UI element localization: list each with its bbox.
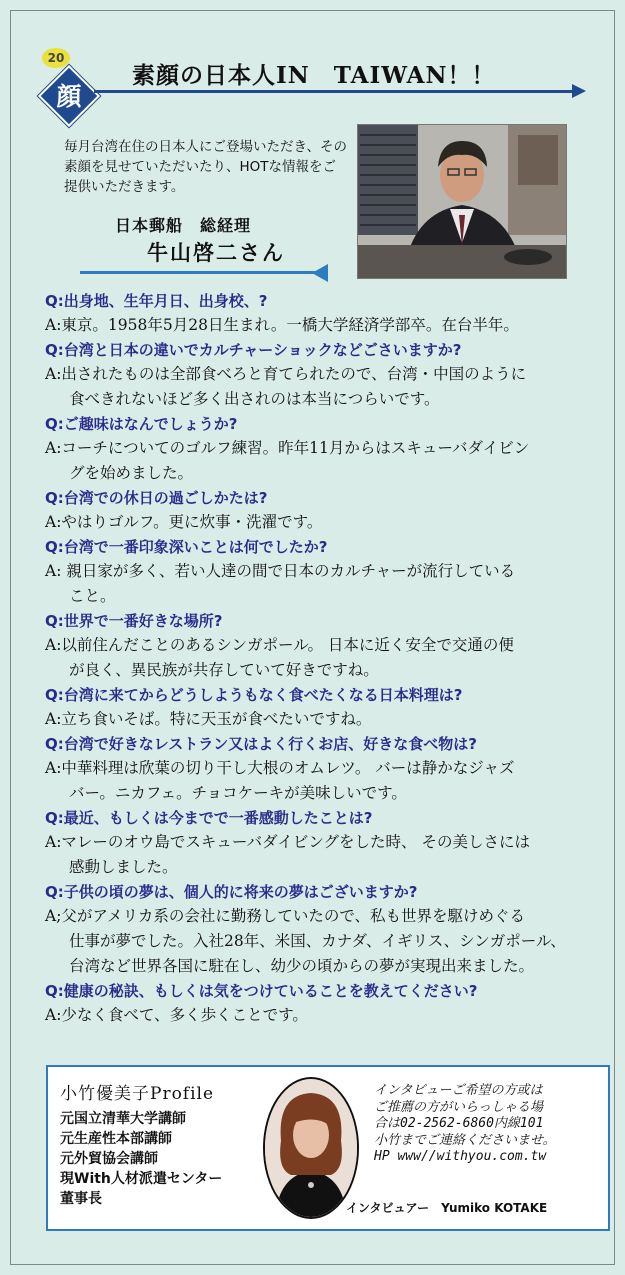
- profile-box: [46, 1065, 610, 1231]
- answer: A: 親日家が多く、若い人達の間で日本のカルチャーが流行している こと。: [45, 562, 516, 605]
- qa-item: [45, 535, 610, 609]
- profile-item: 元国立清華大学講師: [60, 1111, 186, 1127]
- question: Q:台湾で一番印象深いことは何でしたか?: [45, 538, 328, 556]
- contact-info: インタビューご希望の方或は ご推薦の方がいらっしゃる場 合は02-2562-6860内線101 小竹までご連絡くださいませ。 HP www//withyou.com.tw: [374, 1083, 556, 1164]
- qa-item: [45, 732, 610, 806]
- question: Q:子供の頃の夢は、個人的に将来の夢はございますか?: [45, 883, 418, 901]
- qa-item: [45, 880, 610, 979]
- qa-item: [45, 486, 610, 535]
- profile-item: 董事長: [60, 1191, 102, 1207]
- answer: A:以前住んだことのあるシンガポール。 日本に近く安全で交通の便 が良く、異民族が共存していて好きですね。: [45, 636, 514, 679]
- answer: A:マレーのオウ島でスキューバダイビングをした時、 その美しさには 感動しました。: [45, 833, 530, 876]
- answer: A:コーチについてのゴルフ練習。昨年11月からはスキューバダイビン グを始めました。: [45, 439, 530, 482]
- question: Q:台湾での休日の過ごしかたは?: [45, 489, 268, 507]
- interviewee-photo: [357, 124, 567, 279]
- qa-section: [45, 289, 610, 1028]
- question: Q:台湾と日本の違いでカルチャーショックなどごさいますか?: [45, 341, 462, 359]
- question: Q:出身地、生年月日、出身校、?: [45, 292, 268, 310]
- question: Q:健康の秘訣、もしくは気をつけていることを教えてください?: [45, 982, 478, 1000]
- qa-item: [45, 979, 610, 1028]
- company-title: 日本郵船 総経理: [115, 216, 252, 235]
- title-arrow-icon: [572, 84, 586, 98]
- profile-list: [60, 1109, 222, 1209]
- interviewee-name: 牛山啓二さん: [147, 241, 285, 265]
- answer: A:中華料理は欣葉の切り干し大根のオムレツ。 バーは静かなジャズ バー。ニカフェ。チョコケーキが美味しいです。: [45, 759, 515, 802]
- profile-title: 小竹優美子Profile: [60, 1084, 215, 1104]
- badge-character: 顔: [56, 82, 82, 111]
- answer: A:東京。1958年5月28日生まれ。一橋大学経済学部卒。在台半年。: [45, 316, 519, 334]
- qa-item: [45, 289, 610, 338]
- question: Q:台湾に来てからどうしようもなく食べたくなる日本料理は?: [45, 686, 463, 704]
- qa-item: [45, 683, 610, 732]
- question: Q:台湾で好きなレストラン又はよく行くお店、好きな食べ物は?: [45, 735, 478, 753]
- question: Q:世界で一番好きな場所?: [45, 612, 223, 630]
- name-arrow-icon: [312, 264, 328, 282]
- intro-text: 毎月台湾在住の日本人にご登場いただき、その素顔を見せていただいたり、HOTな情報をご提供いただきます。: [64, 139, 347, 195]
- interviewer-label: インタビュアー Yumiko KOTAKE: [346, 1201, 548, 1215]
- qa-item: [45, 412, 610, 486]
- page-number: 20: [42, 48, 70, 68]
- answer: A:少なく食べて、多く歩くことです。: [45, 1006, 308, 1024]
- profile-item: 元外貿協会講師: [60, 1151, 158, 1167]
- title-underline: [94, 90, 580, 93]
- profile-item: 元生産性本部講師: [60, 1131, 172, 1147]
- answer: A:出されたものは全部食べろと育てられたので、台湾・中国のように 食べきれないほど多く出されのは本当につらいです。: [45, 365, 527, 408]
- page-title: 素顔の日本人IN TAIWAN！！: [132, 62, 496, 89]
- qa-item: [45, 609, 610, 683]
- question: Q:最近、もしくは今までで一番感動したことは?: [45, 809, 373, 827]
- profile-item: 現With人材派遣センター: [60, 1171, 223, 1187]
- question: Q:ご趣味はなんでしょうか?: [45, 415, 238, 433]
- answer: A:立ち食いそば。特に天玉が食べたいですね。: [45, 710, 372, 728]
- answer: A;父がアメリカ系の会社に勤務していたので、私も世界を駆けめぐる 仕事が夢でした。入社28年、米国、カナダ、イギリス、シンガポール、 台湾など世界各国に駐在し、幼少の頃からの夢が実現出来ました。: [45, 907, 566, 975]
- qa-item: [45, 338, 610, 412]
- name-underline: [80, 271, 315, 274]
- qa-item: [45, 806, 610, 880]
- answer: A:やはりゴルフ。更に炊事・洗濯です。: [45, 513, 323, 531]
- interviewer-photo: [263, 1077, 359, 1219]
